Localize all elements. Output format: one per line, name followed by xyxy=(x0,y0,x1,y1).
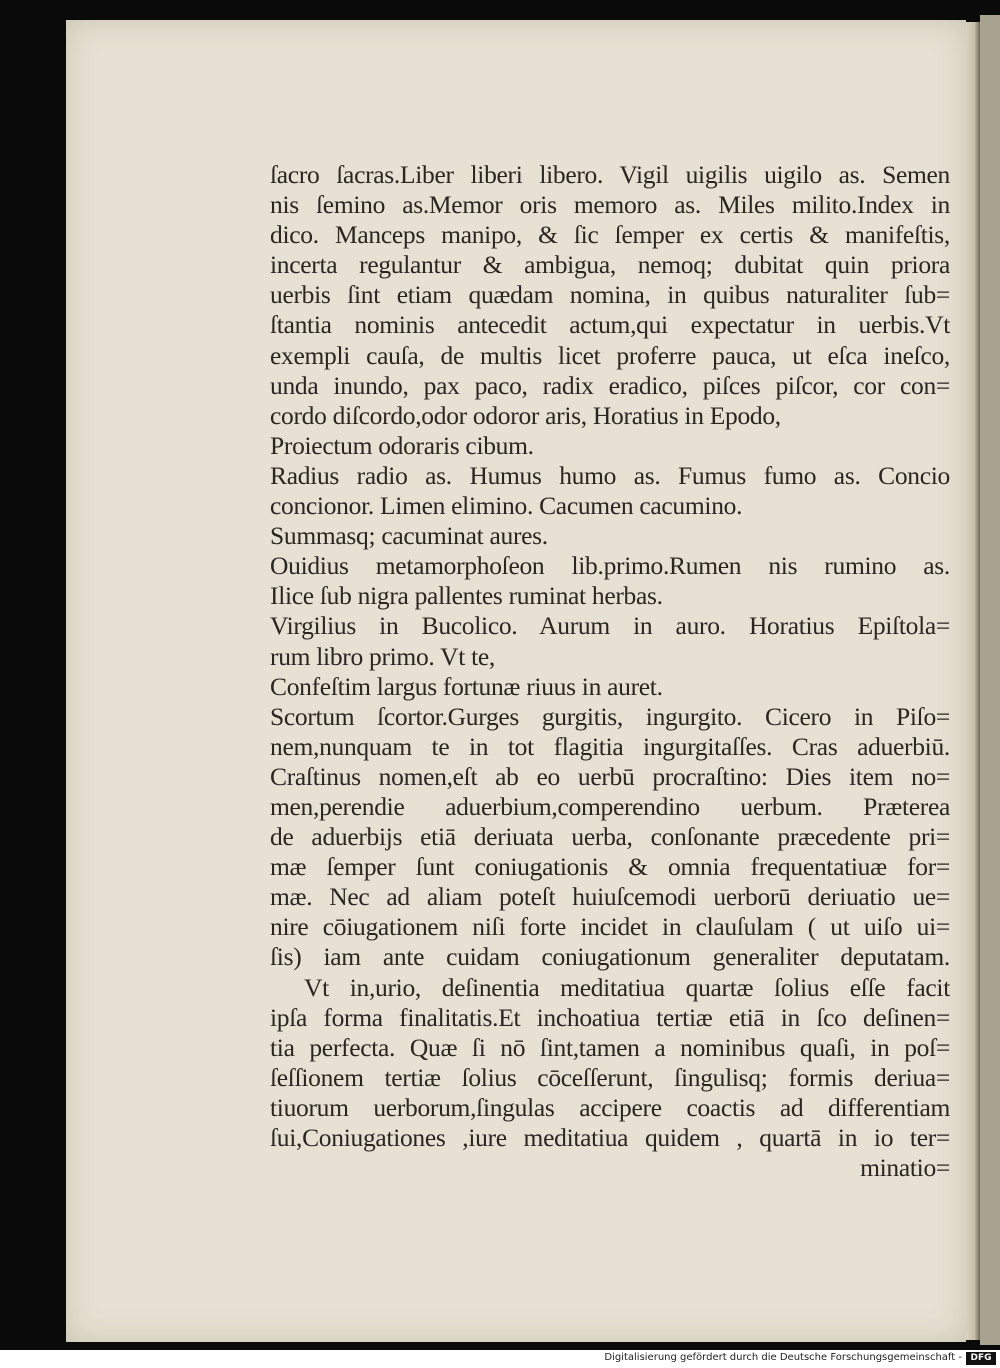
text-line: unda inundo, pax paco, radix eradico, piſces piſcor, cor con= xyxy=(270,370,950,400)
text-line: Craſtinus nomen,eſt ab eo uerbū procraſtino: Dies item no= xyxy=(270,761,950,791)
funding-notice: Digitalisierung gefördert durch die Deutsche Forschungsgemeinschaft - xyxy=(604,1352,962,1363)
page-edge xyxy=(966,22,980,1340)
verse-line: Summasq; cacuminat aures. xyxy=(270,521,548,551)
text-line: ſeſſionem tertiæ ſolius cōceſſerunt, ſingulisq; formis deriua= xyxy=(270,1062,950,1092)
text-line: ſtantia nominis antecedit actum,qui expectatur in uerbis.Vt xyxy=(270,310,950,340)
text-line: concionor. Limen elimino. Cacumen cacumino. xyxy=(270,491,743,521)
verse-line: Confeſtim largus fortunæ riuus in auret. xyxy=(270,671,663,701)
text-line: rum libro primo. Vt te, xyxy=(270,641,495,671)
text-line: dico. Manceps manipo, & ſic ſemper ex certis & manifeſtis, xyxy=(270,220,950,250)
text-line: ſacro ſacras.Liber liberi libero. Vigil uigilis uigilo as. Semen xyxy=(270,160,950,189)
text-line: ſis) iam ante cuidam coniugationum generaliter deputatam. xyxy=(270,942,950,972)
text-line: tia perfecta. Quæ ſi nō ſint,tamen a nominibus quaſi, in poſ= xyxy=(270,1032,950,1062)
dfg-logo: DFG xyxy=(966,1352,996,1365)
text-line: Radius radio as. Humus humo as. Fumus fumo as. Concio xyxy=(270,460,950,490)
paragraph-first-line: Vt in,urio, deſinentia meditatiua quartæ ſolius eſſe facit xyxy=(304,972,950,1002)
text-line: men,perendie aduerbium,comperendino uerbum. Præterea xyxy=(270,791,950,821)
text-line: cordo diſcordo,odor odoror aris, Horatius in Epodo, xyxy=(270,400,781,430)
text-line: nem,nunquam te in tot flagitia ingurgitaſſes. Cras aduerbiū. xyxy=(270,731,950,761)
text-line: uerbis ſint etiam quædam nomina, in quibus naturaliter ſub= xyxy=(270,280,950,310)
verse-line: Proiectum odoraris cibum. xyxy=(270,430,534,460)
text-line: nire cōiugationem niſi forte incidet in clauſulam ( ut uiſo ui= xyxy=(270,912,950,942)
text-line: tiuorum uerborum,ſingulas accipere coactis ad differentiam xyxy=(270,1092,950,1122)
text-line: Scortum ſcortor.Gurges gurgitis, ingurgito. Cicero in Piſo= xyxy=(270,701,950,731)
text-line: incerta regulantur & ambigua, nemoq; dubitat quin priora xyxy=(270,250,950,280)
facing-page-edge xyxy=(980,15,1000,1345)
page-text xyxy=(270,160,950,1183)
catchword: minatio= xyxy=(860,1153,950,1183)
footer-bar xyxy=(0,1350,1000,1368)
text-line: Ouidius metamorphoſeon lib.primo.Rumen nis rumino as. xyxy=(270,551,950,581)
text-line: nis ſemino as.Memor oris memoro as. Miles milito.Index in xyxy=(270,190,950,220)
text-line: ipſa forma finalitatis.Et inchoatiua tertiæ etiā in ſco deſinen= xyxy=(270,1002,950,1032)
verse-line: Ilice ſub nigra pallentes ruminat herbas. xyxy=(270,581,663,611)
text-line: exempli cauſa, de multis licet proferre pauca, ut eſca ineſco, xyxy=(270,340,950,370)
text-line: mæ. Nec ad aliam poteſt huiuſcemodi uerborū deriuatio ue= xyxy=(270,882,950,912)
text-line: de aduerbijs etiā deriuata uerba, conſonante præcedente pri= xyxy=(270,822,950,852)
text-line: ſui,Coniugationes ,iure meditatiua quidem , quartā in io ter= xyxy=(270,1123,950,1152)
text-line: Virgilius in Bucolico. Aurum in auro. Horatius Epiſtola= xyxy=(270,611,950,641)
text-line: mæ ſemper ſunt coniugationis & omnia frequentatiuæ for= xyxy=(270,852,950,882)
